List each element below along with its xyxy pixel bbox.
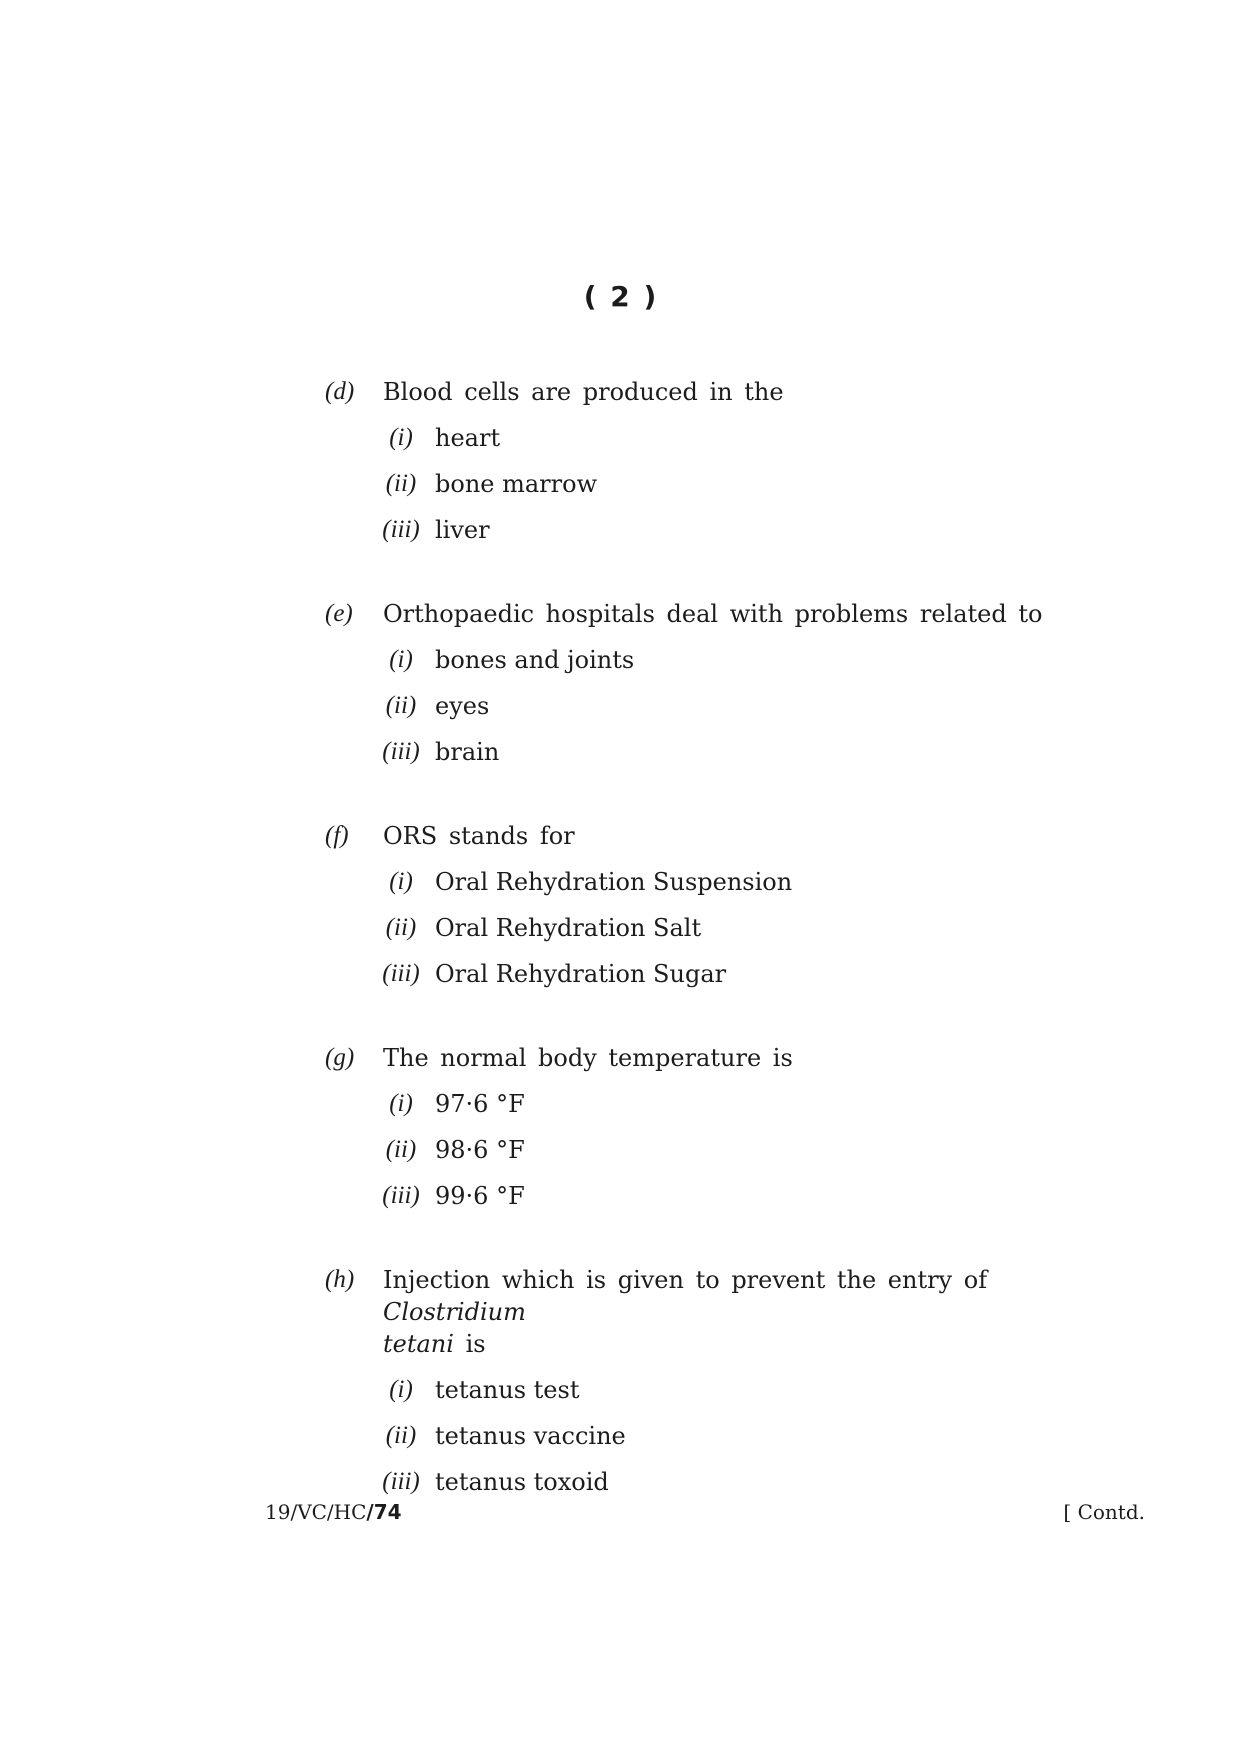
question-text-italic: Clostridium: [383, 1298, 526, 1326]
option-list: [325, 644, 1105, 782]
option-list: [325, 422, 1105, 560]
option-label: (iii): [382, 1182, 420, 1209]
option-text: Oral Rehydration Sugar: [435, 960, 727, 988]
paper-code-prefix: 19/VC/HC: [265, 1500, 367, 1524]
continued-note: [ Contd.: [1063, 1500, 1145, 1524]
option-item: [325, 1420, 1105, 1466]
option-item: [325, 958, 1105, 1004]
paper-code-number: /74: [366, 1500, 402, 1524]
question-text: Blood cells are produced in the: [383, 378, 784, 406]
option-text: 97·6 °F: [435, 1090, 525, 1118]
option-item: [325, 1180, 1105, 1226]
option-text: Oral Rehydration Salt: [435, 914, 702, 942]
option-item: [325, 422, 1105, 468]
question-text-part: is: [453, 1330, 486, 1358]
paper-code: [265, 1500, 402, 1524]
option-text: bone marrow: [435, 470, 598, 498]
option-text: 99·6 °F: [435, 1182, 525, 1210]
option-label: (ii): [385, 914, 417, 941]
option-text: Oral Rehydration Suspension: [435, 868, 793, 896]
option-text: heart: [435, 424, 501, 452]
question-text: Orthopaedic hospitals deal with problems related to: [383, 600, 1043, 628]
question-label: (f): [325, 822, 349, 849]
question-f: [325, 820, 1105, 1004]
option-text: tetanus vaccine: [435, 1422, 626, 1450]
page-number: ( 2 ): [583, 280, 659, 313]
option-label: (iii): [382, 1468, 420, 1495]
option-text: 98·6 °F: [435, 1136, 525, 1164]
option-item: [325, 1466, 1105, 1512]
option-label: (i): [389, 1090, 413, 1117]
question-text: The normal body temperature is: [383, 1044, 793, 1072]
option-label: (iii): [382, 960, 420, 987]
option-item: [325, 468, 1105, 514]
option-item: [325, 1374, 1105, 1420]
option-item: [325, 514, 1105, 560]
question-g: [325, 1042, 1105, 1226]
option-label: (i): [389, 868, 413, 895]
option-item: [325, 1134, 1105, 1180]
option-item: [325, 736, 1105, 782]
question-label: (g): [325, 1044, 355, 1071]
option-text: brain: [435, 738, 500, 766]
question-label: (e): [325, 600, 353, 627]
option-list: [325, 866, 1105, 1004]
question-label: (d): [325, 378, 355, 405]
question-label: (h): [325, 1266, 355, 1293]
question-e: [325, 598, 1105, 782]
option-label: (ii): [385, 692, 417, 719]
question-h: [325, 1264, 1105, 1512]
option-list: [325, 1088, 1105, 1226]
question-text-part: Injection which is given to prevent the entry of: [383, 1266, 988, 1294]
option-label: (i): [389, 646, 413, 673]
option-list: [325, 1374, 1105, 1512]
option-text: tetanus test: [435, 1376, 580, 1404]
option-label: (ii): [385, 1422, 417, 1449]
option-item: [325, 644, 1105, 690]
option-label: (i): [389, 424, 413, 451]
option-item: [325, 690, 1105, 736]
question-text-italic: tetani: [383, 1330, 454, 1358]
option-label: (ii): [385, 470, 417, 497]
option-label: (i): [389, 1376, 413, 1403]
option-item: [325, 1088, 1105, 1134]
option-label: (iii): [382, 516, 420, 543]
option-text: bones and joints: [435, 646, 635, 674]
option-item: [325, 866, 1105, 912]
question-d: [325, 376, 1105, 560]
question-text: ORS stands for: [383, 822, 575, 850]
question-text: [383, 1264, 1105, 1360]
option-text: tetanus toxoid: [435, 1468, 609, 1496]
option-text: eyes: [435, 692, 490, 720]
option-label: (iii): [382, 738, 420, 765]
option-label: (ii): [385, 1136, 417, 1163]
option-item: [325, 912, 1105, 958]
option-text: liver: [435, 516, 490, 544]
